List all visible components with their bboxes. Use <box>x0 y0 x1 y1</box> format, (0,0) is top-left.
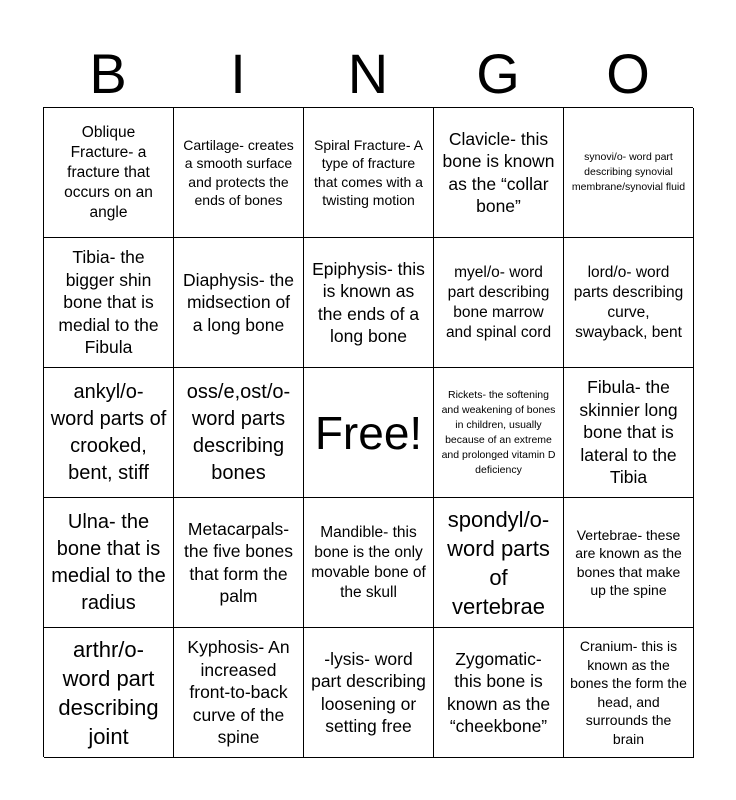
cell-text: Vertebrae- these are known as the bones that make up the spine <box>575 526 682 598</box>
cell-text: Kyphosis- An increased front-to-back curve of the spine <box>187 637 290 748</box>
cell-text: Metacarpals- the five bones that form the palm <box>184 518 293 606</box>
bingo-cell-r5-c1[interactable] <box>44 628 174 758</box>
cell-text: arthr/o- word part describing joint <box>58 636 159 749</box>
cell-text: Diaphysis- the midsection of a long bone <box>183 269 294 335</box>
bingo-cell-r5-c5[interactable] <box>564 628 694 758</box>
cell-text: Tibia- the bigger shin bone that is medial to the Fibula <box>58 247 159 358</box>
bingo-cell-free[interactable] <box>304 368 434 498</box>
bingo-cell-r2-c3[interactable] <box>304 238 434 368</box>
cell-text: -lysis- word part describing loosening or setting free <box>311 648 426 736</box>
cell-text: Ulna- the bone that is medial to the radius <box>51 510 166 614</box>
bingo-cell-r4-c1[interactable] <box>44 498 174 628</box>
bingo-cell-r4-c5[interactable] <box>564 498 694 628</box>
cell-text: Epiphysis- this is known as the ends of a long bone <box>312 258 425 346</box>
bingo-cell-r3-c5[interactable] <box>564 368 694 498</box>
bingo-cell-r4-c4[interactable] <box>434 498 564 628</box>
bingo-cell-r5-c3[interactable] <box>304 628 434 758</box>
bingo-cell-r4-c3[interactable] <box>304 498 434 628</box>
cell-text: Cartilage- creates a smooth surface and protects the ends of bones <box>183 136 294 208</box>
cell-text: Fibula- the skinnier long bone that is lateral to the Tibia <box>579 377 678 488</box>
bingo-cell-r5-c4[interactable] <box>434 628 564 758</box>
cell-text: Oblique Fracture- a fracture that occurs on an angle <box>64 123 153 221</box>
header-letter-i: I <box>230 42 246 105</box>
bingo-cell-r2-c2[interactable] <box>174 238 304 368</box>
cell-text: lord/o- word parts describing curve, swayback, bent <box>573 263 684 341</box>
cell-text: ankyl/o- word parts of crooked, bent, stiff <box>50 380 167 484</box>
bingo-cell-r5-c2[interactable] <box>174 628 304 758</box>
bingo-cell-r3-c4[interactable] <box>434 368 564 498</box>
cell-text: oss/e,ost/o- word parts describing bones <box>186 380 291 484</box>
free-space-label: Free! <box>314 406 423 459</box>
bingo-card-grid <box>43 107 693 757</box>
bingo-cell-r2-c4[interactable] <box>434 238 564 368</box>
cell-text: spondyl/o- word parts of vertebrae <box>447 506 550 619</box>
bingo-cell-r1-c1[interactable] <box>44 108 174 238</box>
bingo-cell-r2-c5[interactable] <box>564 238 694 368</box>
bingo-header <box>43 40 693 108</box>
cell-text: Zygomatic- this bone is known as the “cheekbone” <box>446 648 551 736</box>
cell-text: Cranium- this is known as the bones the form the head, and surrounds the brain <box>570 638 687 747</box>
header-letter-o: O <box>606 42 650 105</box>
bingo-cell-r1-c3[interactable] <box>304 108 434 238</box>
bingo-cell-r1-c2[interactable] <box>174 108 304 238</box>
header-letter-n: N <box>347 42 389 105</box>
cell-text: synovi/o- word part describing synovial membrane/synovial fluid <box>571 151 686 193</box>
cell-text: Mandible- this bone is the only movable bone of the skull <box>311 523 426 601</box>
bingo-cell-r3-c1[interactable] <box>44 368 174 498</box>
bingo-cell-r2-c1[interactable] <box>44 238 174 368</box>
bingo-cell-r1-c4[interactable] <box>434 108 564 238</box>
cell-text: Spiral Fracture- A type of fracture that comes with a twisting motion <box>314 136 423 208</box>
bingo-cell-r4-c2[interactable] <box>174 498 304 628</box>
cell-text: Clavicle- this bone is known as the “collar bone” <box>442 128 555 216</box>
bingo-cell-r1-c5[interactable] <box>564 108 694 238</box>
cell-text: myel/o- word part describing bone marrow and spinal cord <box>445 263 552 341</box>
header-letter-b: B <box>89 42 127 105</box>
bingo-cell-r3-c2[interactable] <box>174 368 304 498</box>
cell-text: Rickets- the softening and weakening of bones in children, usually because of an extreme and prolonged vitamin D deficiency <box>441 388 556 476</box>
header-letter-g: G <box>476 42 520 105</box>
